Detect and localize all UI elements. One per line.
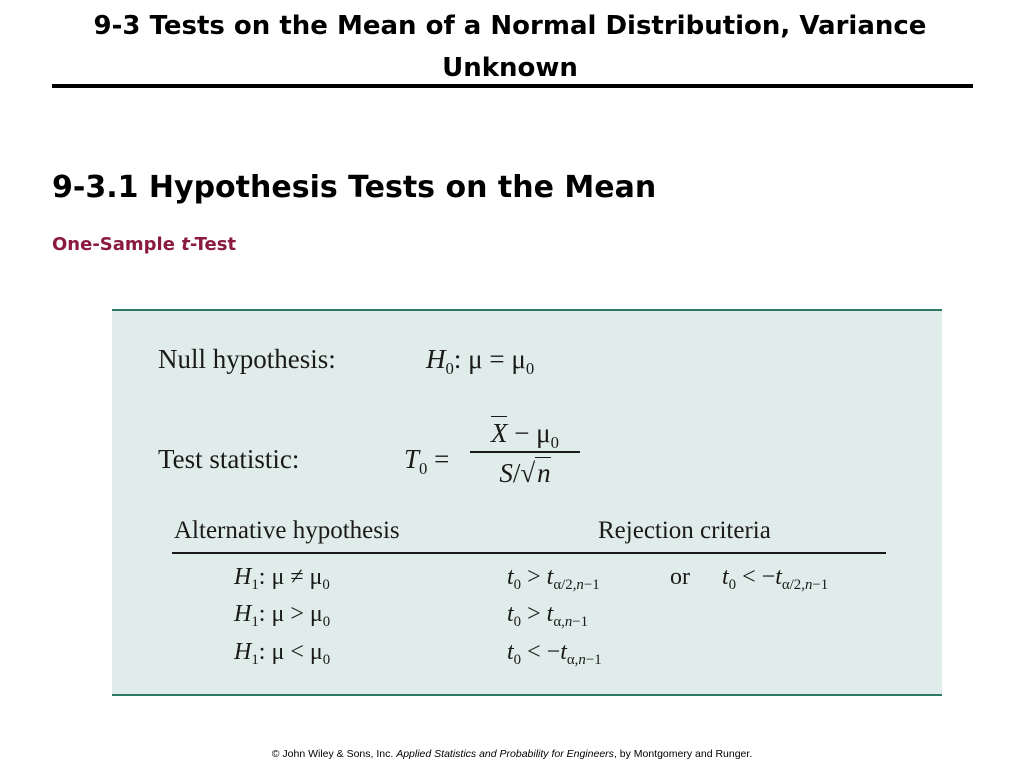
subtitle-t: t xyxy=(181,234,190,255)
rej-row-2: $t_0 > t_{\alpha,n-1}$ xyxy=(507,601,589,631)
slide-title: 9-3 Tests on the Mean of a Normal Distribution, Variance Unknown xyxy=(93,11,927,83)
subtitle xyxy=(52,234,236,255)
subtitle-post: -Test xyxy=(189,234,237,255)
footer-copyright: © John Wiley & Sons, Inc. xyxy=(271,748,397,760)
fraction-denominator: S/√n xyxy=(499,458,551,488)
footer xyxy=(0,748,1024,760)
null-hypothesis-label: Null hypothesis: xyxy=(158,344,336,374)
formula-box xyxy=(112,309,942,696)
test-statistic-fraction xyxy=(470,416,580,490)
fraction-bar xyxy=(470,451,580,453)
fraction-numerator: $X - \mu_0$ xyxy=(490,418,560,452)
alt-row-2: $H_1$: $\mu > \mu_0$ xyxy=(234,601,331,631)
test-statistic-label: Test statistic: xyxy=(158,444,300,474)
footer-authors: , by Montgomery and Runger. xyxy=(613,748,753,760)
footer-book: Applied Statistics and Probability for Engineers xyxy=(396,748,614,760)
test-statistic-lhs: $T_0$ = xyxy=(404,444,450,478)
rej-row-3: $t_0 < -t_{\alpha,n-1}$ xyxy=(507,639,602,669)
rejection-criteria-header: Rejection criteria xyxy=(598,517,771,544)
null-hypothesis-formula: $H_0$: $\mu = \mu_0$ xyxy=(426,344,535,378)
subtitle-pre: One-Sample xyxy=(52,234,182,255)
rej-row-1b: $t_0 < -t_{\alpha/2,n-1}$ xyxy=(722,564,829,594)
alt-row-1: $H_1$: $\mu \ne \mu_0$ xyxy=(234,564,330,594)
alternative-hypothesis-header: Alternative hypothesis xyxy=(174,517,400,544)
or-text: or xyxy=(670,564,690,590)
rej-row-1: $t_0 > t_{\alpha/2,n-1}$ xyxy=(507,564,600,594)
alt-row-3: $H_1$: $\mu < \mu_0$ xyxy=(234,639,331,669)
title-rule xyxy=(52,84,973,88)
table-rule xyxy=(172,552,886,554)
section-heading: 9-3.1 Hypothesis Tests on the Mean xyxy=(52,170,657,205)
